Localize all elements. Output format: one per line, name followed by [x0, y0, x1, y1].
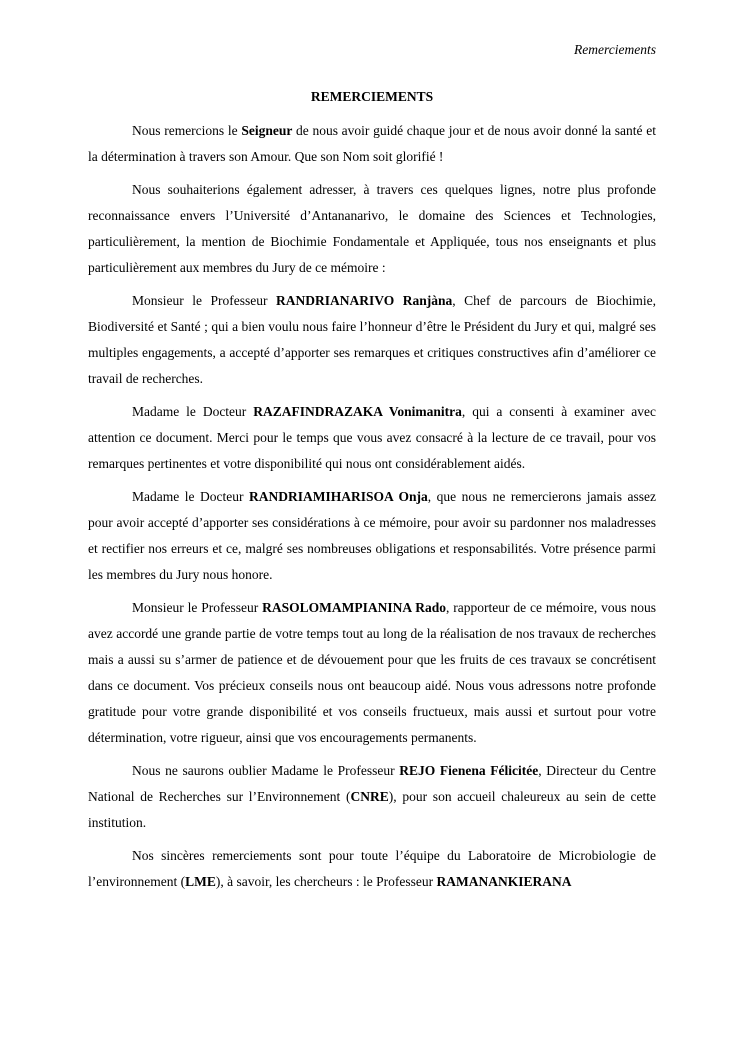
paragraph: [88, 843, 656, 895]
text-segment: , rapporteur de ce mémoire, vous nous avez accordé une grande partie de votre temps tout au long de la réalisation de nos travaux de recherches mais a aussi su s’armer de patience et de dévouement pour que les fruits de ces travaux se concrétisent dans ce document. Vos précieux conseils nous ont beaucoup aidé. Nous vous adressons notre profonde gratitude pour votre grande disponibilité et vos conseils fructueux, mais aussi et surtout pour votre détermination, votre rigueur, ainsi que vos encouragements permanents.: [88, 600, 656, 745]
acknowledgements-body: [88, 118, 656, 902]
text-segment: de nous avoir guidé chaque jour et de nous avoir donné la santé et la détermination à travers son Amour. Que son Nom soit glorifié !: [88, 123, 656, 164]
paragraph: [88, 118, 656, 170]
text-segment: ), à savoir, les chercheurs : le Professeur: [215, 874, 437, 889]
bold-name: RAZAFINDRAZAKA Vonimanitra: [253, 404, 462, 419]
paragraph: [88, 177, 656, 281]
bold-name: RAMANANKIERANA: [436, 874, 572, 889]
text-segment: Nous souhaiterions également adresser, à travers ces quelques lignes, notre plus profonde reconnaissance envers l’Université d’Antananarivo, le domaine des Sciences et Technologies, particulièrement, la mention de Biochimie Fondamentale et Appliquée, tous nos enseignants et plus particulièrement aux membres du Jury de ce mémoire :: [88, 182, 656, 275]
bold-name: LME: [185, 874, 216, 889]
text-segment: Monsieur le Professeur: [132, 293, 276, 308]
text-segment: Nos sincères remerciements sont pour toute l’équipe du Laboratoire de Microbiologie de l’environnement (: [88, 848, 656, 889]
text-segment: Nous remercions le: [132, 123, 242, 138]
bold-name: RASOLOMAMPIANINA Rado: [262, 600, 447, 615]
running-header: Remerciements: [574, 42, 656, 57]
text-segment: , Directeur du Centre National de Recherches sur l’Environnement (: [88, 763, 656, 804]
bold-name: Seigneur: [241, 123, 293, 138]
bold-name: CNRE: [350, 789, 389, 804]
text-segment: ), pour son accueil chaleureux au sein de cette institution.: [88, 789, 656, 830]
paragraph: [88, 758, 656, 836]
text-segment: Madame le Docteur: [132, 404, 254, 419]
paragraph: [88, 484, 656, 588]
bold-name: RANDRIANARIVO Ranjàna: [276, 293, 453, 308]
text-segment: Madame le Docteur: [132, 489, 249, 504]
text-segment: , que nous ne remercierons jamais assez pour avoir accepté d’apporter ses considérations à ce mémoire, pour avoir su pardonner nos maladresses et rectifier nos erreurs et ce, malgré ses nombreuses obligations et responsabilités. Votre présence parmi les membres du Jury nous honore.: [88, 489, 657, 582]
text-segment: , qui a consenti à examiner avec attention ce document. Merci pour le temps que vous avez consacré à la lecture de ce travail, pour vos remarques pertinentes et votre disponibilité qui nous ont considérablement aidés.: [88, 404, 656, 471]
text-segment: Monsieur le Professeur: [132, 600, 263, 615]
text-segment: , Chef de parcours de Biochimie, Biodiversité et Santé ; qui a bien voulu nous faire l’honneur d’être le Président du Jury et qui, malgré ses multiples engagements, a accepté d’apporter ses remarques et critiques constructives afin d’améliorer ce travail de recherches.: [88, 293, 656, 386]
text-segment: Nous ne saurons oublier Madame le Professeur: [132, 763, 400, 778]
page-title: REMERCIEMENTS: [310, 89, 434, 104]
bold-name: RANDRIAMIHARISOA Onja: [248, 489, 428, 504]
paragraph: [88, 595, 656, 751]
paragraph: [88, 288, 656, 392]
paragraph: [88, 399, 656, 477]
bold-name: REJO Fienena Félicitée: [399, 763, 539, 778]
